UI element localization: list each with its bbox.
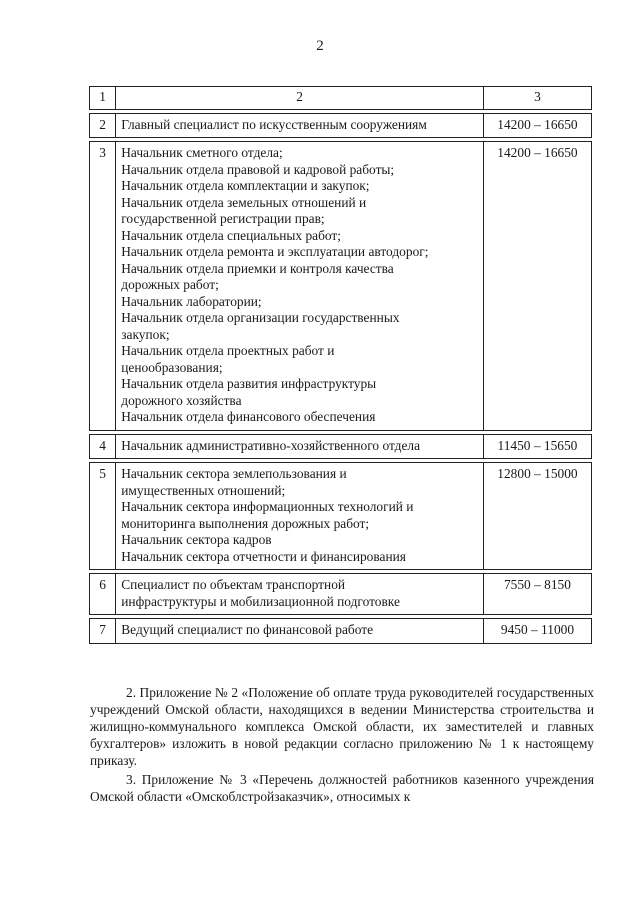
table-row [90, 463, 592, 570]
position-line: Начальник отдела организации государственных [121, 310, 400, 325]
row-number-cell: 4 [90, 434, 116, 459]
position-line: дорожного хозяйства [121, 392, 242, 408]
position-cell [116, 463, 484, 570]
table-header-row [90, 87, 592, 110]
position-line: Начальник лаборатории; [121, 293, 262, 309]
position-line: Начальник отдела комплектации и закупок; [121, 178, 370, 193]
row-number-cell: 6 [90, 574, 116, 615]
header-cell-salary: 3 [483, 87, 591, 110]
header-cell-position: 2 [116, 87, 484, 110]
salary-range-cell: 14200 – 16650 [483, 142, 591, 431]
salary-range-cell: 12800 – 15000 [483, 463, 591, 570]
position-line: Специалист по объектам транспортной [121, 577, 346, 592]
position-line: Начальник сектора отчетности и финансирования [121, 548, 406, 564]
page-number: 2 [316, 38, 324, 54]
paragraph-item-3 [90, 771, 594, 805]
position-line: дорожных работ; [121, 277, 219, 292]
salary-table [89, 86, 592, 644]
position-cell [116, 142, 484, 431]
table-row [90, 619, 592, 644]
position-line: ценообразования; [121, 359, 223, 375]
paragraph-text: 3. Приложение № 3 «Перечень должностей работников казенного учреждения Омской области «Омскоблстройзаказчик», относимых к [90, 772, 594, 804]
salary-range-cell: 7550 – 8150 [483, 574, 591, 615]
table-row [90, 574, 592, 615]
position-line: Начальник отдела правовой и кадровой работы; [121, 161, 395, 177]
salary-range-cell: 14200 – 16650 [483, 113, 591, 138]
position-line: Начальник отдела проектных работ и [121, 343, 335, 358]
position-line: Начальник отдела приемки и контроля качества [121, 260, 394, 276]
salary-range-cell: 11450 – 15650 [483, 434, 591, 459]
position-line: Начальник отдела земельных отношений и [121, 194, 367, 210]
position-line: Начальник сектора кадров [121, 532, 272, 547]
position-line: Начальник отдела финансового обеспечения [121, 409, 376, 424]
position-line: Начальник административно-хозяйственного отдела [121, 437, 421, 453]
table-row [90, 113, 592, 138]
row-number-cell: 2 [90, 113, 116, 138]
position-line: государственной регистрации прав; [121, 211, 325, 226]
table-row [90, 434, 592, 459]
position-line: Начальник сектора информационных технологий и [121, 499, 414, 514]
position-line: мониторинга выполнения дорожных работ; [121, 515, 370, 531]
position-cell [116, 619, 484, 644]
position-line: инфраструктуры и мобилизационной подготовке [121, 593, 400, 609]
position-line: Ведущий специалист по финансовой работе [121, 622, 374, 637]
position-cell [116, 434, 484, 459]
paragraph-text: 2. Приложение № 2 «Положение об оплате труда руководителей государственных учреждений Омской области, находящихся в ведении Министерства строительства и жилищно-коммунального комплекса Омской области, их заместителей и главных бухгалтеров» изложить в новой редакции согласно приложению № 1 к настоящему приказу. [90, 685, 594, 768]
position-cell [116, 113, 484, 138]
position-cell [116, 574, 484, 615]
position-line: имущественных отношений; [121, 482, 286, 498]
position-line: Начальник отдела ремонта и эксплуатации автодорог; [121, 244, 429, 259]
row-number-cell: 7 [90, 619, 116, 644]
paragraph-item-2 [90, 684, 594, 769]
position-line: закупок; [121, 326, 170, 342]
position-line: Начальник отдела развития инфраструктуры [121, 376, 377, 391]
table-row [90, 142, 592, 431]
position-line: Начальник сметного отдела; [121, 145, 283, 160]
row-number-cell: 5 [90, 463, 116, 570]
position-line: Начальник отдела специальных работ; [121, 227, 342, 243]
salary-range-cell: 9450 – 11000 [483, 619, 591, 644]
header-cell-number: 1 [90, 87, 116, 110]
position-line: Начальник сектора землепользования и [121, 466, 347, 481]
row-number-cell: 3 [90, 142, 116, 431]
position-line: Главный специалист по искусственным сооружениям [121, 116, 427, 132]
